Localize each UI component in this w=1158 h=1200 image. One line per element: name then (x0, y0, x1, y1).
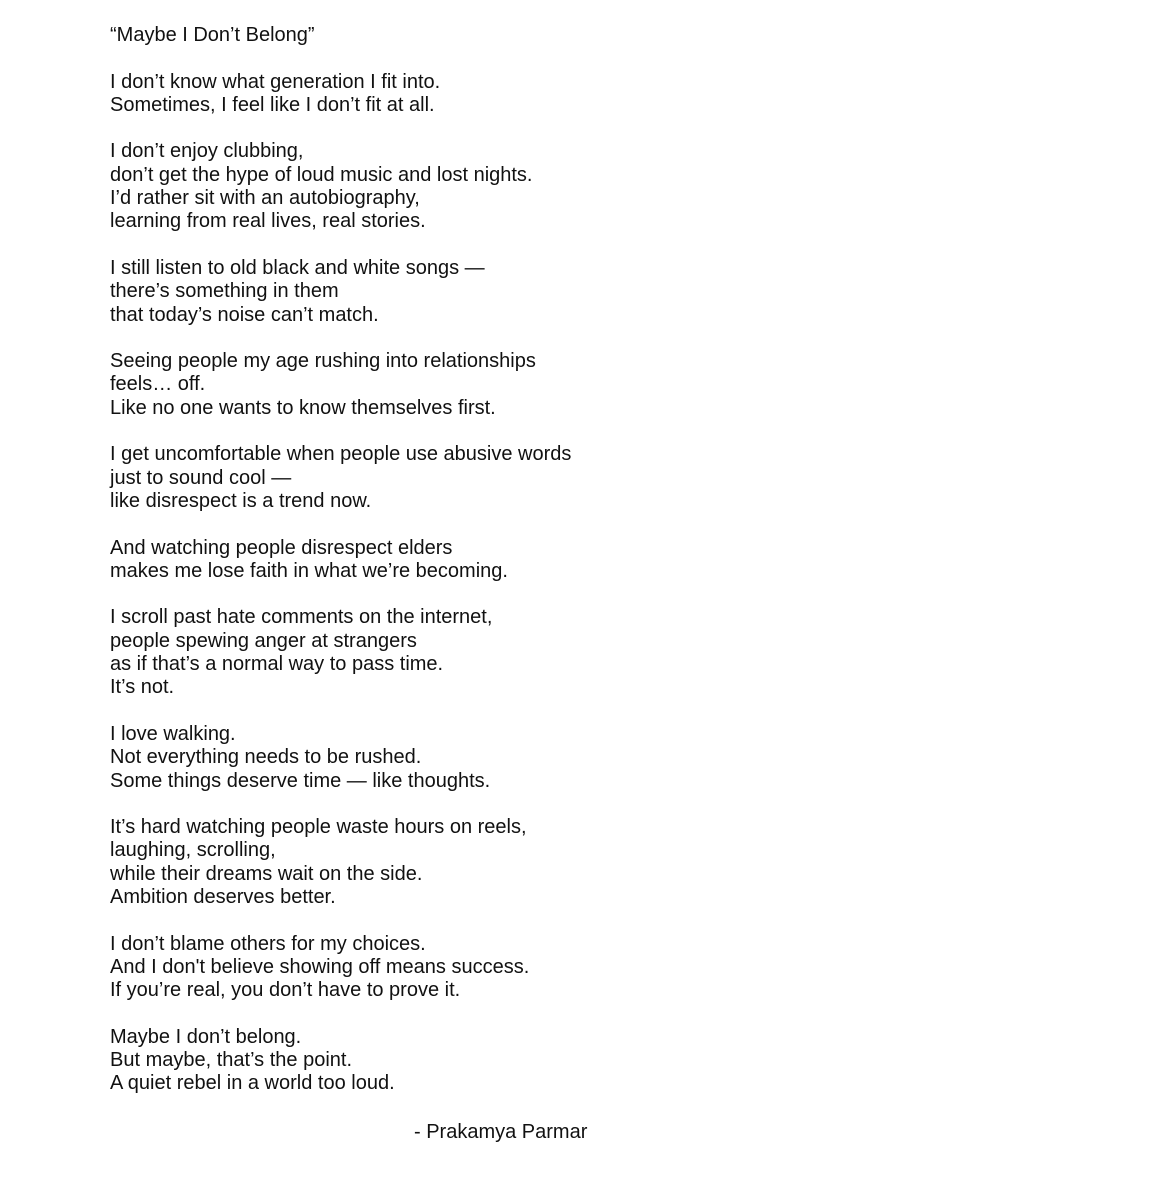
poem-line: And I don't believe showing off means success. (110, 955, 530, 978)
poem-line: I scroll past hate comments on the internet, (110, 606, 493, 629)
poem-line: I still listen to old black and white songs — (110, 256, 485, 279)
poem-line: And watching people disrespect elders (110, 536, 453, 559)
poem-line: as if that’s a normal way to pass time. (110, 653, 444, 676)
poem-line: don’t get the hype of loud music and lost nights. (110, 163, 533, 186)
poem-line: I don’t blame others for my choices. (110, 932, 426, 955)
poem-line: It’s not. (110, 676, 175, 699)
poem-line: Not everything needs to be rushed. (110, 746, 422, 769)
poem-line: Like no one wants to know themselves first. (110, 396, 496, 419)
poem-line: I love walking. (110, 722, 236, 745)
poem-line: just to sound cool — (110, 466, 292, 489)
stanza (110, 71, 750, 118)
stanza (110, 1026, 750, 1096)
poem-line: Maybe I don’t belong. (110, 1025, 302, 1048)
poem-line: laughing, scrolling, (110, 839, 276, 862)
poem-body (110, 24, 750, 1119)
poem-line: I get uncomfortable when people use abusive words (110, 443, 572, 466)
author-signature: - Prakamya Parmar (414, 1121, 588, 1143)
poem-title: “Maybe I Don’t Belong” (110, 24, 315, 46)
stanza (110, 933, 750, 1003)
poem-line: makes me lose faith in what we’re becoming. (110, 559, 508, 582)
poem-line: Sometimes, I feel like I don’t fit at all. (110, 93, 435, 116)
stanza (110, 723, 750, 793)
stanza (110, 816, 750, 909)
poem-line: But maybe, that’s the point. (110, 1049, 353, 1072)
poem-line: Some things deserve time — like thoughts. (110, 769, 491, 792)
poem-line: like disrespect is a trend now. (110, 489, 372, 512)
poem-line: that today’s noise can’t match. (110, 303, 379, 326)
poem-line: It’s hard watching people waste hours on reels, (110, 816, 527, 839)
poem-line: If you’re real, you don’t have to prove it. (110, 979, 461, 1002)
poem-line: A quiet rebel in a world too loud. (110, 1072, 395, 1095)
poem-line: Ambition deserves better. (110, 885, 336, 908)
poem-line: I don’t enjoy clubbing, (110, 140, 304, 163)
stanza (110, 257, 750, 327)
poem-line: Seeing people my age rushing into relationships (110, 350, 536, 373)
poem-line: people spewing anger at strangers (110, 629, 417, 652)
poem-line: learning from real lives, real stories. (110, 210, 426, 233)
poem-line: there’s something in them (110, 280, 339, 303)
stanza (110, 537, 750, 584)
stanza (110, 606, 750, 699)
poem-line: I don’t know what generation I fit into. (110, 70, 441, 93)
poem-line: feels… off. (110, 373, 206, 396)
poem-line: while their dreams wait on the side. (110, 862, 423, 885)
stanza (110, 443, 750, 513)
stanza (110, 140, 750, 233)
poem-line: I’d rather sit with an autobiography, (110, 187, 420, 210)
stanza (110, 350, 750, 420)
